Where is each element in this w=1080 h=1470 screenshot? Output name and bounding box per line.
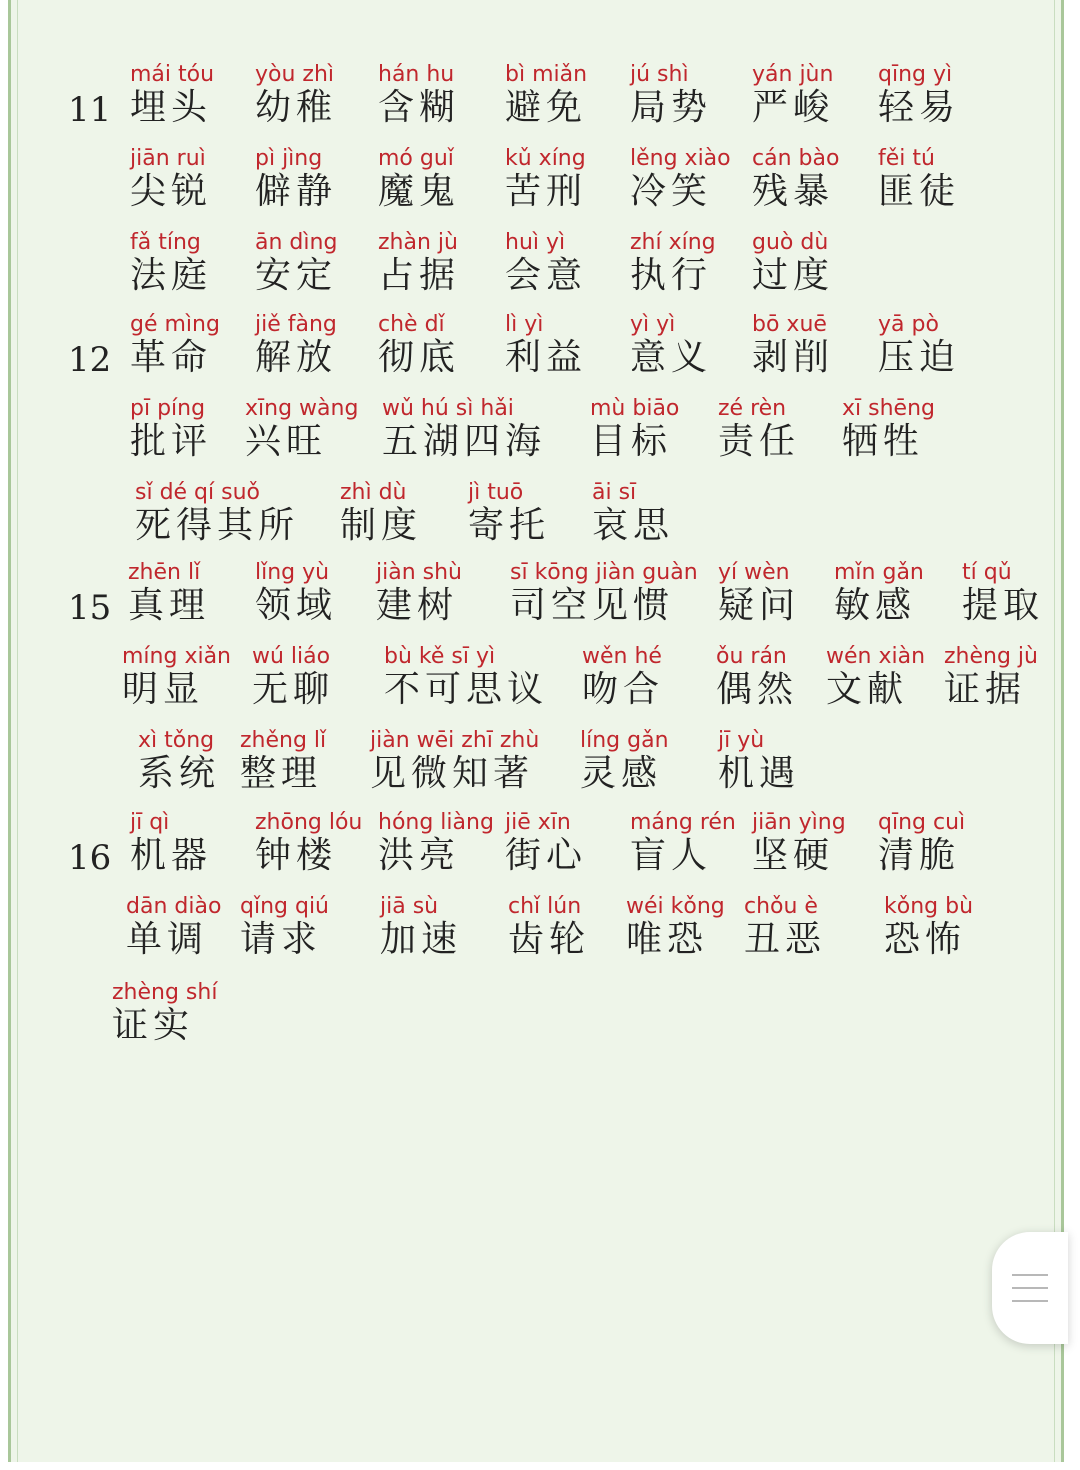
pinyin: lǐng yù	[255, 560, 330, 585]
pinyin: jī qì	[130, 810, 170, 835]
pinyin: yí wèn	[718, 560, 790, 585]
hanzi: 压迫	[878, 337, 961, 378]
vocab-word	[126, 894, 221, 960]
pinyin: zhōng lóu	[255, 810, 363, 835]
pinyin: xīng wàng	[245, 396, 359, 421]
pinyin: guò dù	[752, 230, 829, 255]
vocab-word	[510, 560, 698, 626]
vocab-word	[130, 146, 212, 212]
vocab-word	[505, 62, 587, 128]
hanzi: 街心	[505, 835, 588, 876]
hanzi: 领域	[255, 585, 338, 626]
hanzi: 敏感	[834, 585, 917, 626]
hanzi: 目标	[590, 421, 673, 462]
hanzi: 执行	[630, 255, 713, 296]
hanzi: 含糊	[378, 87, 461, 128]
hanzi: 洪亮	[378, 835, 461, 876]
hanzi: 埋头	[130, 87, 213, 128]
hanzi: 司空见惯	[510, 585, 675, 626]
pinyin: zhěng lǐ	[240, 728, 327, 753]
hanzi: 法庭	[130, 255, 213, 296]
hanzi: 建树	[376, 585, 459, 626]
hanzi: 坚硬	[752, 835, 835, 876]
vocab-word	[255, 62, 337, 128]
hanzi: 批评	[130, 421, 213, 462]
pinyin: yán jùn	[752, 62, 834, 87]
hanzi: 钟楼	[255, 835, 338, 876]
hanzi: 偶然	[716, 669, 799, 710]
hanzi: 匪徒	[878, 171, 961, 212]
hanzi: 残暴	[752, 171, 835, 212]
hanzi: 灵感	[580, 753, 663, 794]
pinyin: ǒu rán	[716, 644, 787, 669]
hanzi: 严峻	[752, 87, 835, 128]
hanzi: 真理	[128, 585, 211, 626]
vocab-word	[135, 480, 299, 546]
pinyin: āi sī	[592, 480, 637, 505]
vocab-word	[255, 312, 337, 378]
hanzi: 解放	[255, 337, 338, 378]
pinyin: bō xuē	[752, 312, 827, 337]
pinyin: fǎ tíng	[130, 230, 201, 255]
hanzi: 苦刑	[505, 171, 588, 212]
vocab-word	[752, 146, 839, 212]
pinyin: wú liáo	[252, 644, 331, 669]
vocab-word	[826, 644, 925, 710]
vocab-word	[630, 146, 731, 212]
vocab-word	[752, 62, 834, 128]
vocab-word	[718, 396, 800, 462]
hanzi: 证据	[944, 669, 1027, 710]
pinyin: zhèng shí	[112, 980, 218, 1005]
hanzi: 占据	[378, 255, 461, 296]
hanzi: 机器	[130, 835, 213, 876]
vocab-word	[878, 810, 965, 876]
hanzi: 魔鬼	[378, 171, 461, 212]
pinyin: kǔ xíng	[505, 146, 586, 171]
menu-icon-bar	[1012, 1287, 1048, 1289]
vocab-word	[752, 312, 834, 378]
pinyin: hán hu	[378, 62, 455, 87]
pinyin: jiàn shù	[376, 560, 462, 585]
hanzi: 唯恐	[626, 919, 709, 960]
hanzi: 尖锐	[130, 171, 213, 212]
hanzi: 盲人	[630, 835, 713, 876]
hanzi: 寄托	[468, 505, 551, 546]
pinyin: wěn hé	[582, 644, 662, 669]
vocab-word	[240, 894, 329, 960]
hanzi: 疑问	[718, 585, 801, 626]
pinyin: zhēn lǐ	[128, 560, 201, 585]
menu-icon-bar	[1012, 1300, 1048, 1302]
hanzi: 恐怖	[884, 919, 967, 960]
vocab-word	[505, 230, 587, 296]
pinyin: wǔ hú sì hǎi	[382, 396, 514, 421]
hanzi: 不可思议	[384, 669, 549, 710]
vocab-word	[122, 644, 231, 710]
hanzi: 革命	[130, 337, 213, 378]
hanzi: 过度	[752, 255, 835, 296]
vocab-word	[378, 312, 460, 378]
vocab-word	[378, 62, 460, 128]
vocab-word	[138, 728, 220, 794]
vocab-word	[744, 894, 826, 960]
vocab-word	[505, 810, 587, 876]
pinyin: zé rèn	[718, 396, 787, 421]
pinyin: ān dìng	[255, 230, 338, 255]
hanzi: 请求	[240, 919, 323, 960]
vocab-word	[884, 894, 973, 960]
vocab-word	[718, 560, 800, 626]
vocab-word	[716, 644, 798, 710]
vocab-word	[630, 62, 712, 128]
vocab-word	[508, 894, 590, 960]
hanzi: 齿轮	[508, 919, 591, 960]
vocab-word	[130, 810, 212, 876]
vocab-word	[112, 980, 217, 1046]
hanzi: 责任	[718, 421, 801, 462]
pinyin: cán bào	[752, 146, 840, 171]
pinyin: chǒu è	[744, 894, 818, 919]
vocab-word	[630, 312, 712, 378]
vocab-word	[240, 728, 326, 794]
pinyin: jiàn wēi zhī zhù	[370, 728, 540, 753]
hanzi: 僻静	[255, 171, 338, 212]
vocab-word	[255, 146, 337, 212]
hanzi: 吻合	[582, 669, 665, 710]
hanzi: 会意	[505, 255, 588, 296]
vocab-word	[842, 396, 935, 462]
vocab-word	[255, 560, 337, 626]
hanzi: 冷笑	[630, 171, 713, 212]
vocab-word	[590, 396, 679, 462]
hanzi: 利益	[505, 337, 588, 378]
frame-inner-line-left	[17, 0, 18, 1462]
hanzi: 局势	[630, 87, 713, 128]
pinyin: sī kōng jiàn guàn	[510, 560, 698, 585]
vocab-word	[752, 810, 846, 876]
pinyin: zhí xíng	[630, 230, 716, 255]
pinyin: jī yù	[718, 728, 765, 753]
floating-menu-button[interactable]	[992, 1232, 1068, 1344]
hanzi: 安定	[255, 255, 338, 296]
pinyin: mǐn gǎn	[834, 560, 924, 585]
vocab-word	[834, 560, 924, 626]
vocab-word	[255, 230, 337, 296]
pinyin: máng rén	[630, 810, 736, 835]
pinyin: qīng yì	[878, 62, 953, 87]
pinyin: xì tǒng	[138, 728, 215, 753]
pinyin: wén xiàn	[826, 644, 926, 669]
hanzi: 彻底	[378, 337, 461, 378]
pinyin: zhì dù	[340, 480, 407, 505]
hanzi: 证实	[112, 1005, 195, 1046]
pinyin: dān diào	[126, 894, 222, 919]
pinyin: jì tuō	[468, 480, 524, 505]
vocab-word	[626, 894, 725, 960]
pinyin: pì jìng	[255, 146, 323, 171]
hanzi: 明显	[122, 669, 205, 710]
vocab-word	[130, 230, 212, 296]
hanzi: 兴旺	[245, 421, 328, 462]
vocab-word	[128, 560, 210, 626]
vocab-word	[130, 312, 220, 378]
hanzi: 见微知著	[370, 753, 535, 794]
hanzi: 文献	[826, 669, 909, 710]
hanzi: 单调	[126, 919, 209, 960]
pinyin: bì miǎn	[505, 62, 588, 87]
hanzi: 剥削	[752, 337, 835, 378]
pinyin: sǐ dé qí suǒ	[135, 480, 260, 505]
vocab-word	[340, 480, 422, 546]
pinyin: bù kě sī yì	[384, 644, 496, 669]
lesson-number: 12	[68, 340, 112, 380]
menu-icon	[1012, 1274, 1048, 1276]
vocab-word	[378, 146, 460, 212]
lesson-number: 11	[68, 90, 112, 130]
pinyin: qīng cuì	[878, 810, 966, 835]
hanzi: 制度	[340, 505, 423, 546]
vocab-word	[468, 480, 550, 546]
pinyin: chè dǐ	[378, 312, 445, 337]
vocab-word	[505, 312, 587, 378]
vocab-word	[130, 62, 214, 128]
hanzi: 无聊	[252, 669, 335, 710]
vocab-word	[582, 644, 664, 710]
pinyin: pī píng	[130, 396, 206, 421]
pinyin: gé mìng	[130, 312, 220, 337]
vocab-word	[962, 560, 1044, 626]
lesson-number: 16	[68, 838, 112, 878]
vocab-word	[378, 230, 460, 296]
vocab-word	[378, 810, 494, 876]
hanzi: 轻易	[878, 87, 961, 128]
pinyin: yòu zhì	[255, 62, 335, 87]
pinyin: míng xiǎn	[122, 644, 232, 669]
vocab-word	[252, 644, 334, 710]
pinyin: tí qǔ	[962, 560, 1012, 585]
hanzi: 牺牲	[842, 421, 925, 462]
pinyin: xī shēng	[842, 396, 935, 421]
pinyin: lěng xiào	[630, 146, 731, 171]
vocab-word	[878, 146, 960, 212]
pinyin: wéi kǒng	[626, 894, 725, 919]
hanzi: 提取	[962, 585, 1045, 626]
hanzi: 加速	[380, 919, 463, 960]
hanzi: 整理	[240, 753, 323, 794]
pinyin: mù biāo	[590, 396, 680, 421]
pinyin: jiān yìng	[752, 810, 846, 835]
hanzi: 哀思	[592, 505, 675, 546]
pinyin: jiān ruì	[130, 146, 206, 171]
vocab-word	[718, 728, 800, 794]
pinyin: huì yì	[505, 230, 566, 255]
hanzi: 意义	[630, 337, 713, 378]
pinyin: qǐng qiú	[240, 894, 329, 919]
pinyin: fěi tú	[878, 146, 935, 171]
hanzi: 系统	[138, 753, 221, 794]
vocab-word	[592, 480, 674, 546]
pinyin: zhèng jù	[944, 644, 1038, 669]
vocab-word	[878, 312, 960, 378]
vocab-word	[384, 644, 548, 710]
vocab-word	[376, 560, 462, 626]
vocab-word	[382, 396, 546, 462]
pinyin: yā pò	[878, 312, 939, 337]
pinyin: jiā sù	[380, 894, 439, 919]
vocab-word	[878, 62, 960, 128]
pinyin: yì yì	[630, 312, 676, 337]
vocab-word	[245, 396, 358, 462]
hanzi: 避免	[505, 87, 588, 128]
pinyin: jú shì	[630, 62, 689, 87]
vocab-word	[752, 230, 834, 296]
vocab-word	[130, 396, 212, 462]
vocab-word	[505, 146, 587, 212]
pinyin: líng gǎn	[580, 728, 669, 753]
pinyin: lì yì	[505, 312, 544, 337]
pinyin: jiě fàng	[255, 312, 337, 337]
pinyin: hóng liàng	[378, 810, 494, 835]
hanzi: 幼稚	[255, 87, 338, 128]
hanzi: 五湖四海	[382, 421, 547, 462]
pinyin: kǒng bù	[884, 894, 974, 919]
hanzi: 丑恶	[744, 919, 827, 960]
pinyin: chǐ lún	[508, 894, 582, 919]
vocab-word	[380, 894, 462, 960]
pinyin: jiē xīn	[505, 810, 571, 835]
vocab-word	[944, 644, 1038, 710]
hanzi: 机遇	[718, 753, 801, 794]
lesson-number: 15	[68, 588, 112, 628]
hanzi: 清脆	[878, 835, 961, 876]
hanzi: 死得其所	[135, 505, 300, 546]
pinyin: mái tóu	[130, 62, 215, 87]
vocab-word	[580, 728, 669, 794]
vocab-word	[370, 728, 539, 794]
vocab-word	[255, 810, 362, 876]
pinyin: zhàn jù	[378, 230, 458, 255]
pinyin: mó guǐ	[378, 146, 454, 171]
vocab-word	[630, 230, 716, 296]
vocab-word	[630, 810, 736, 876]
